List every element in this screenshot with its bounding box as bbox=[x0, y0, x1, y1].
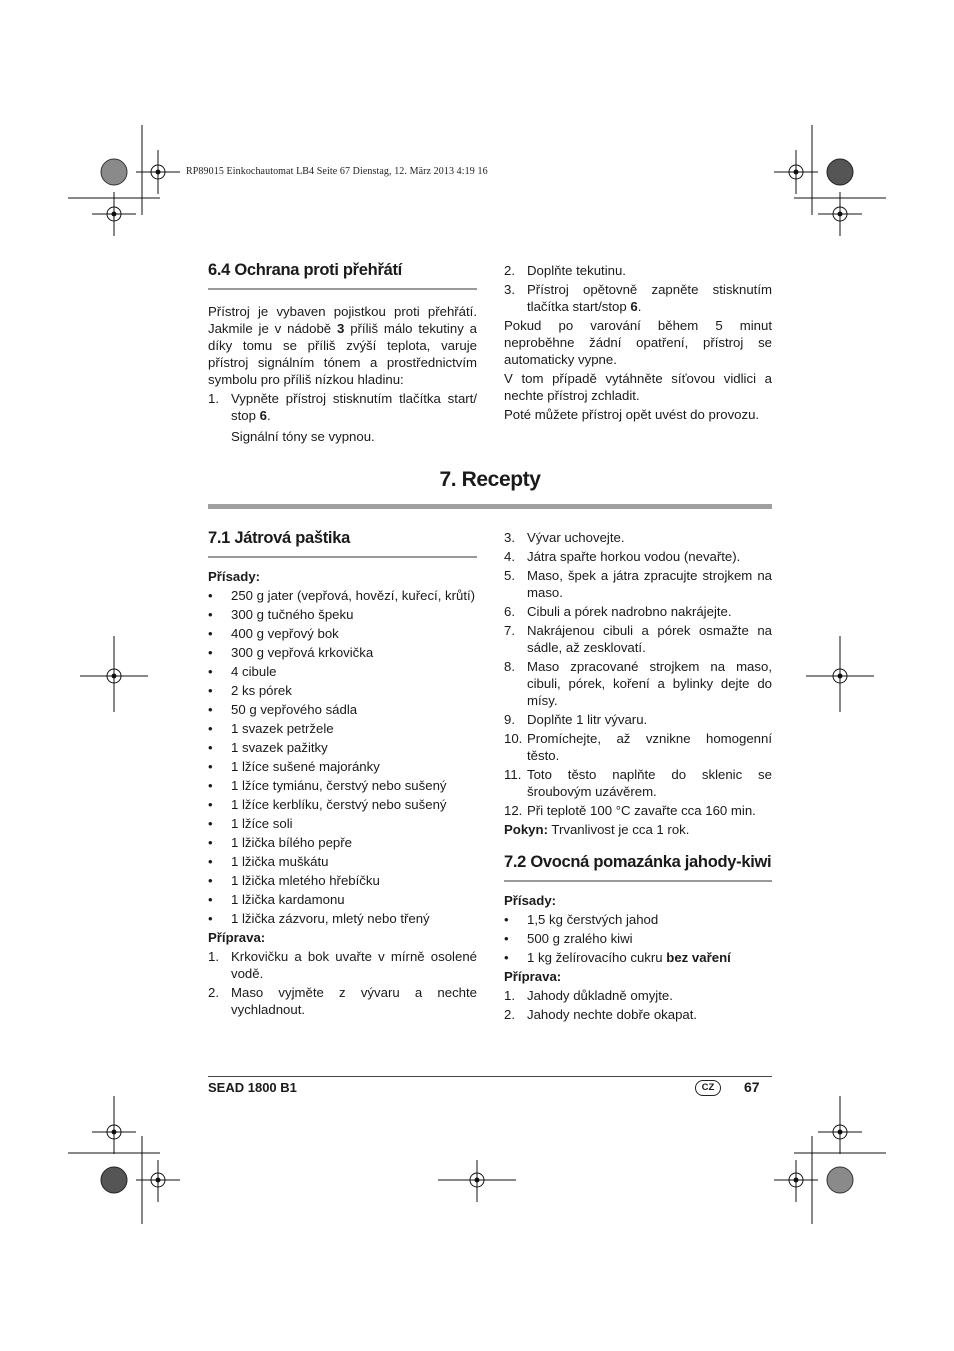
note: Pokyn: Trvanlivost je cca 1 rok. bbox=[504, 822, 690, 837]
list-item: • 500 g zralého kiwi bbox=[504, 931, 633, 946]
list-item: • 1 lžička mletého hřebíčku bbox=[208, 873, 380, 888]
paragraph: V tom případě vytáhněte síťovou vidlici a nechte přístroj zchladit. bbox=[504, 371, 772, 403]
steps-list bbox=[208, 390, 477, 424]
list-item: • 4 cibule bbox=[208, 664, 277, 679]
section-6-4-right bbox=[504, 262, 772, 425]
list-item: • 1 lžíce sušené majoránky bbox=[208, 759, 380, 774]
list-item: • 300 g vepřová krkovička bbox=[208, 645, 374, 660]
list-item: 9. Doplňte 1 litr vývaru. bbox=[504, 712, 648, 727]
list-item: 4. Játra spařte horkou vodou (nevařte). bbox=[504, 549, 741, 564]
list-item: • 300 g tučného špeku bbox=[208, 607, 354, 622]
section-7-right bbox=[504, 529, 772, 1025]
ingredients-list bbox=[504, 911, 772, 947]
footer-model: SEAD 1800 B1 bbox=[208, 1080, 297, 1095]
list-item: 5. Maso, špek a játra zpracujte strojkem na maso. bbox=[504, 568, 772, 600]
chapter-heading: 7. Recepty bbox=[208, 468, 772, 509]
intro-paragraph: Přístroj je vybaven pojistkou proti přehřátí. Jakmile je v nádobě 3 příliš málo tekutiny a díky tomu se příliš zvýší teplota, varuje přístroj signálním tónem a prostřednictvím symbolu pro příliš nízkou hladinu: bbox=[208, 304, 477, 387]
list-item: • 1 svazek pažitky bbox=[208, 740, 328, 755]
list-item: • 50 g vepřového sádla bbox=[208, 702, 358, 717]
list-item: 1. Krkovičku a bok uvařte v mírně osolené vodě. bbox=[208, 949, 477, 981]
footer-rule bbox=[208, 1076, 772, 1077]
preparation-list bbox=[208, 948, 477, 1018]
ingredients-list bbox=[504, 949, 772, 966]
language-badge: CZ bbox=[695, 1080, 721, 1096]
section-7-1-left bbox=[208, 530, 477, 1020]
list-item: • 1 lžíce kerblíku, čerstvý nebo sušený bbox=[208, 797, 447, 812]
list-item: 3. Vývar uchovejte. bbox=[504, 530, 625, 545]
list-item: 6. Cibuli a pórek nadrobno nakrájejte. bbox=[504, 604, 732, 619]
list-item: 10. Promíchejte, až vznikne homogenní těsto. bbox=[504, 731, 772, 763]
section-heading: 7.1 Játrová paštika bbox=[208, 530, 477, 558]
ingredients-label: Přísady: bbox=[208, 569, 261, 584]
list-item: 2. Maso vyjměte z vývaru a nechte vychladnout. bbox=[208, 985, 477, 1017]
list-item: • 1 kg želírovacího cukru bez vaření bbox=[504, 950, 731, 965]
list-item: • 400 g vepřový bok bbox=[208, 626, 339, 641]
list-item: 1. Jahody důkladně omyjte. bbox=[504, 988, 673, 1003]
list-item: 8. Maso zpracované strojkem na maso, cibuli, pórek, koření a bylinky dejte do mísy. bbox=[504, 659, 772, 708]
ingredients-list bbox=[208, 587, 477, 927]
list-item: • 1 lžička bílého pepře bbox=[208, 835, 352, 850]
list-item: 7. Nakrájenou cibuli a pórek osmažte na sádle, až zesklovatí. bbox=[504, 623, 772, 655]
list-item: • 1 lžíce tymiánu, čerstvý nebo sušený bbox=[208, 778, 447, 793]
print-header: RP89015 Einkochautomat LB4 Seite 67 Dienstag, 12. März 2013 4:19 16 bbox=[186, 166, 488, 177]
preparation-label: Příprava: bbox=[208, 930, 266, 945]
list-item: • 1 lžíce soli bbox=[208, 816, 293, 831]
list-item: 1. Vypněte přístroj stisknutím tlačítka start/ stop 6. bbox=[208, 391, 477, 423]
steps-list bbox=[504, 262, 772, 315]
list-item: • 1,5 kg čerstvých jahod bbox=[504, 912, 659, 927]
section-6-4-left bbox=[208, 262, 477, 445]
list-item: • 2 ks pórek bbox=[208, 683, 292, 698]
preparation-list bbox=[504, 529, 772, 819]
paragraph: Pokud po varování během 5 minut neproběhne žádní opatření, přístroj se automaticky vypne. bbox=[504, 318, 772, 367]
list-item: 3. Přístroj opětovně zapněte stisknutím tlačítka start/stop 6. bbox=[504, 282, 772, 314]
list-item: • 1 lžička muškátu bbox=[208, 854, 329, 869]
list-item: 11. Toto těsto naplňte do sklenic se šroubovým uzávěrem. bbox=[504, 767, 772, 799]
page-number: 67 bbox=[744, 1079, 760, 1095]
preparation-label: Příprava: bbox=[504, 969, 562, 984]
preparation-list bbox=[504, 987, 772, 1023]
list-item: 2. Doplňte tekutinu. bbox=[504, 263, 626, 278]
list-item: • 1 lžička zázvoru, mletý nebo třený bbox=[208, 911, 430, 926]
section-heading: 6.4 Ochrana proti přehřátí bbox=[208, 262, 477, 290]
list-item: • 1 lžička kardamonu bbox=[208, 892, 345, 907]
step-note: Signální tóny se vypnou. bbox=[231, 429, 375, 444]
section-heading: 7.2 Ovocná pomazánka jahody-kiwi bbox=[504, 854, 772, 882]
list-item: 12. Při teplotě 100 °C zavařte cca 160 min. bbox=[504, 803, 756, 818]
list-item: • 1 svazek petržele bbox=[208, 721, 334, 736]
list-item: • 250 g jater (vepřová, hovězí, kuřecí, krůtí) bbox=[208, 588, 476, 603]
ingredients-label: Přísady: bbox=[504, 893, 557, 908]
list-item: 2. Jahody nechte dobře okapat. bbox=[504, 1007, 698, 1022]
paragraph: Poté můžete přístroj opět uvést do provozu. bbox=[504, 407, 760, 422]
